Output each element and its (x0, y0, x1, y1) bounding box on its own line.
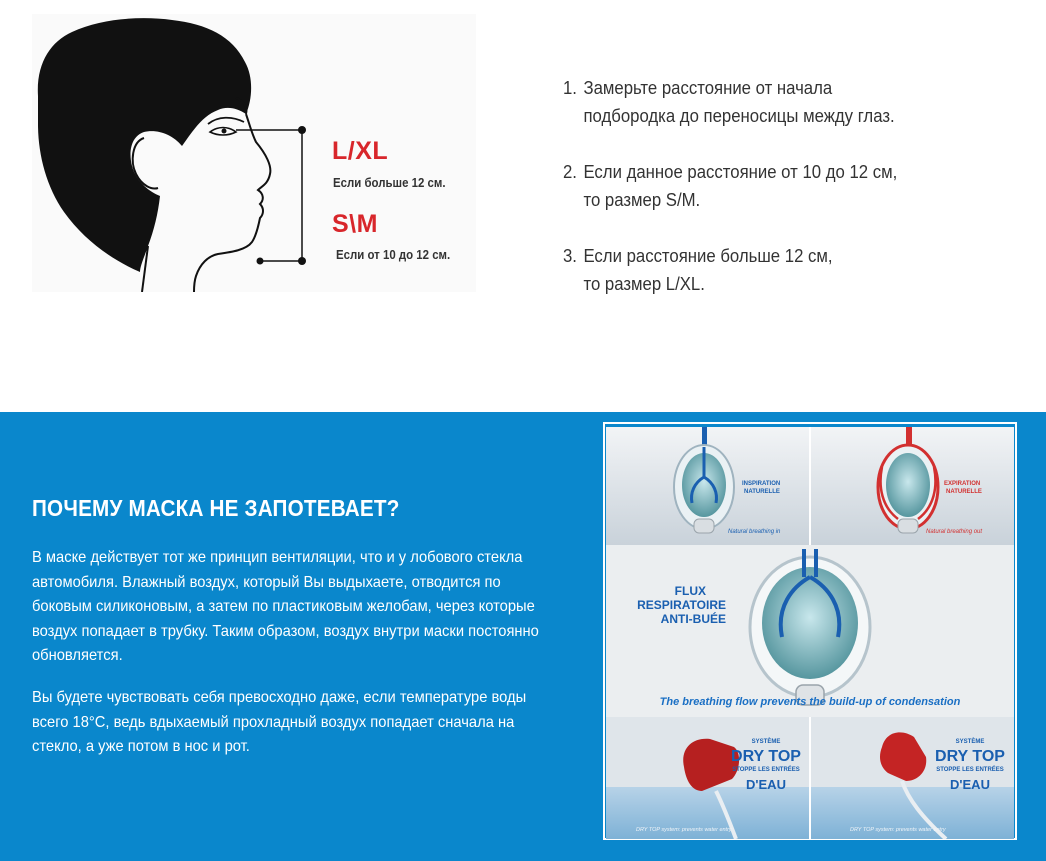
face-profile-line (194, 114, 270, 292)
dry-top-caption-right: DRY TOP system: prevents water entry (850, 827, 946, 833)
dry-top-caption: DRY TOP system: prevents water entry (636, 827, 732, 833)
top-measure-dot (298, 126, 306, 134)
expiration-label-2: NATURELLE (946, 489, 982, 495)
step-item (563, 74, 991, 130)
face-measurement-diagram (32, 14, 476, 292)
inspiration-label: INSPIRATION (742, 481, 781, 487)
measurement-steps-list (563, 74, 1023, 326)
size-guide-section (0, 0, 1046, 412)
eye-pupil (222, 129, 227, 134)
flow-caption: The breathing flow prevents the build-up of condensation (659, 696, 961, 708)
explanation-paragraph-2: Вы будете чувствовать себя превосходно даже, если температуре воды всего 18°C, ведь вдыхаемый прохладный воздух попадает сначала на стекло, а уже потом в нос и рот. (32, 689, 527, 755)
hair-shape (38, 18, 251, 272)
breathing-out-caption: Natural breathing out (926, 529, 983, 535)
size-lxl-description: Если больше 12 см. (333, 175, 446, 190)
flux-label-2: RESPIRATOIRE (637, 598, 726, 612)
stoppe-label-right: STOPPE LES ENTRÉES (936, 767, 1004, 773)
anti-fog-section (0, 412, 1046, 861)
step-number: 1. (563, 78, 577, 98)
step-text: Замерьте расстояние от начала подбородка до переносицы между глаз. (583, 78, 895, 126)
eyebrow (208, 118, 244, 124)
mask-infographic (606, 427, 1014, 839)
size-lxl-label: L/XL (332, 137, 389, 165)
step-number: 2. (563, 162, 577, 182)
deau-label: D'EAU (746, 777, 786, 792)
size-sm-label: S\M (332, 210, 378, 238)
flux-label: FLUX (674, 584, 706, 598)
inspiration-label-2: NATURELLE (744, 489, 780, 495)
stoppe-label: STOPPE LES ENTRÉES (732, 767, 800, 773)
step-item (563, 158, 991, 214)
explanation-paragraph-1: В маске действует тот же принцип вентиляции, что и у лобового стекла автомобиля. Влажный воздух, который Вы выдыхаете, отводится по боковым силиконовым, а затем по пластиковым желобам, через которые воздух попадает в трубку. Таким образом, воздух внутри маски постоянно обновляется. (32, 549, 539, 664)
dry-top-label-right: DRY TOP (935, 748, 1005, 765)
size-sm-description: Если от 10 до 12 см. (336, 247, 451, 262)
chin-dot (257, 258, 264, 265)
section-heading: ПОЧЕМУ МАСКА НЕ ЗАПОТЕВАЕТ? (32, 495, 400, 521)
systeme-label: SYSTÈME (751, 739, 781, 745)
step-item (563, 242, 991, 298)
bottom-measure-dot (298, 257, 306, 265)
expiration-label: EXPIRATION (944, 481, 981, 487)
step-text: Если данное расстояние от 10 до 12 см, то размер S/M. (583, 162, 898, 210)
step-number: 3. (563, 246, 577, 266)
breathing-in-caption: Natural breathing in (728, 529, 781, 535)
deau-label-right: D'EAU (950, 777, 990, 792)
step-text: Если расстояние больше 12 см, то размер L/XL. (583, 246, 833, 294)
dry-top-label: DRY TOP (731, 748, 801, 765)
systeme-label-right: SYSTÈME (955, 739, 985, 745)
flux-label-3: ANTI-BUÉE (660, 612, 726, 626)
